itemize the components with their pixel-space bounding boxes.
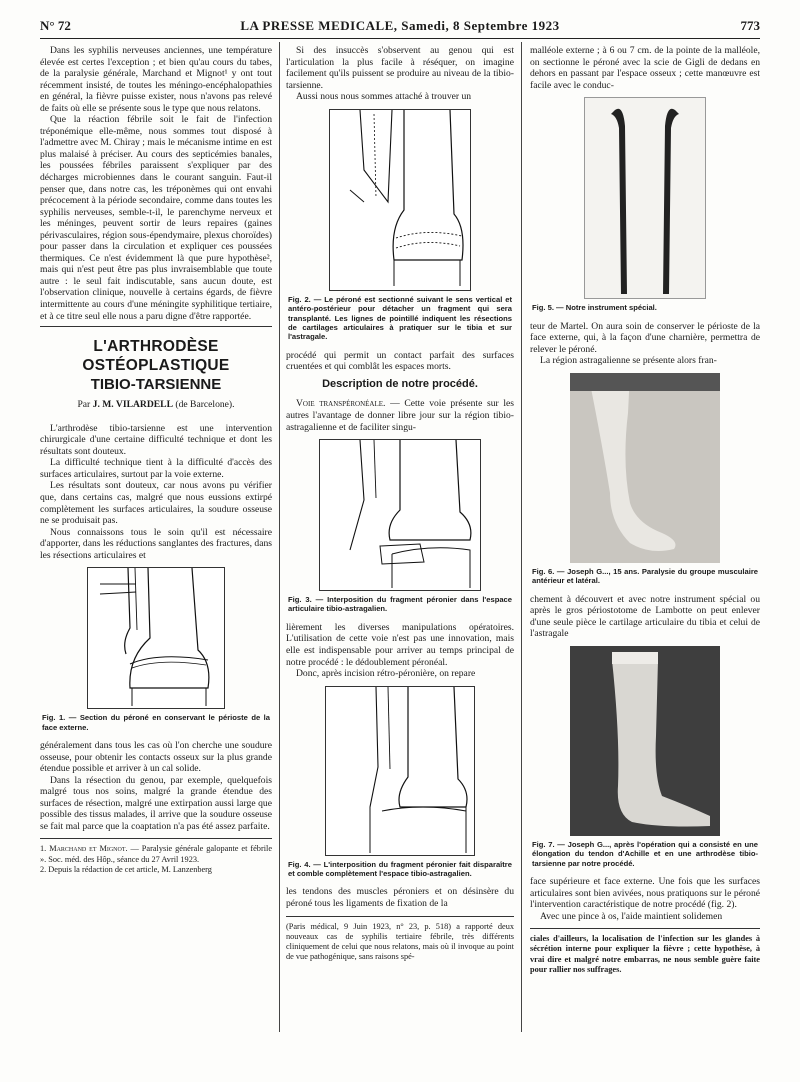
paragraph: les tendons des muscles péroniers et on désinsère du péroné tous les ligaments de fixation de la xyxy=(286,886,514,909)
article-subtitle: TIBIO-TARSIENNE xyxy=(90,376,222,394)
figure-1 xyxy=(87,567,225,709)
paragraph: Dans les syphilis nerveuses anciennes, une température élevée est certes l'exception ; et bien qu'au cours du tabes, de la paralysie générale, Marchand et Mignot¹ y ont tout récemment insisté, de toutes les méningo-encéphalopathies en général, la fièvre puisse exister, nous n'avons pas relevé de faits où elle se présente sous le type que nous relatons. xyxy=(40,45,272,114)
figure-4-drawing xyxy=(326,687,474,855)
paragraph xyxy=(286,398,514,433)
figure-5-caption: Fig. 5. — Notre instrument spécial. xyxy=(532,303,657,313)
figure-7-caption: Fig. 7. — Joseph G..., après l'opération qui a consisté en une élongation du tendon d'Achille et en une arthrodèse tibio-tarsienne par notre procédé. xyxy=(532,839,758,868)
paragraph: malléole externe ; à 6 ou 7 cm. de la pointe de la malléole, on sectionne le péroné avec la scie de Gigli de dedans en dehors en passant par l'espace osseux ; cette manœuvre est facile avec le conduc- xyxy=(530,45,760,91)
figure-3 xyxy=(319,439,481,591)
figure-7-drawing xyxy=(570,646,720,836)
footnote-continued: ciales d'ailleurs, la localisation de l'infection sur les glandes à sécrétion interne pour expliquer la fièvre ; cette hypothèse, à vrai dire et malgré notre embarras, ne nous semble guère faite pour rallier nos suffrages. xyxy=(530,934,760,974)
running-header xyxy=(40,18,760,38)
page-number-right: 773 xyxy=(740,18,760,33)
figure-2 xyxy=(329,109,471,291)
journal-title: LA PRESSE MEDICALE, Samedi, 8 Septembre 1923 xyxy=(240,18,560,33)
column-3 xyxy=(530,45,760,975)
paragraph: teur de Martel. On aura soin de conserver le périoste de la face externe, qui, à la façon d'une charnière, permettra de relever le péroné. xyxy=(530,320,760,355)
figure-4 xyxy=(325,686,475,856)
footnote-rule xyxy=(40,838,272,839)
subsection-label: Voie transpéronéale. xyxy=(296,398,386,410)
footnote-rule xyxy=(530,928,760,929)
footnote-rule xyxy=(286,916,514,917)
column-rule-1 xyxy=(279,42,280,1032)
figure-6-drawing xyxy=(570,373,720,563)
column-rule-2 xyxy=(521,42,522,1032)
paragraph: Dans la résection du genou, par exemple, quelquefois malgré tous nos soins, malgré la grande étendue des surfaces de résection, malgré une extirpation aussi large que possible des tissus malades, il arrive que la soudure osseuse se fait mal parce que la coaptation n'a pas été assez parfaite. xyxy=(40,774,272,832)
paragraph: chement à découvert et avec notre instrument spécial ou après le gros périostotome de Lambotte on peut enlever d'une seule pièce le cartilage articulaire du tibia et celui de l'astragale xyxy=(530,593,760,640)
paragraph: L'arthrodèse tibio-tarsienne est une intervention chirurgicale d'une certaine difficulté technique et dont les résultats sont douteux. xyxy=(40,422,272,457)
figure-5-instrument xyxy=(585,98,705,298)
paragraph: procédé qui permit un contact parfait des surfaces cruentées et qui comblât les espaces morts. xyxy=(286,349,514,373)
paragraph: lièrement les diverses manipulations opératoires. L'utilisation de cette voie n'est pas une innovation, mais elle est indispensable pour arriver au temps principal de notre procédé : le dédoublement péronéal. xyxy=(286,621,514,668)
footnote-1: 1. Marchand et Mignot. — Paralysie générale galopante et fébrile ». Soc. méd. des Hôp., séance du 27 Avril 1923. xyxy=(40,844,273,864)
figure-3-drawing xyxy=(320,440,480,590)
figure-1-drawing xyxy=(88,568,224,708)
paragraph: généralement dans tous les cas où l'on cherche une soudure osseuse, pour obtenir les contacts osseux sur la plus grande étendue possible et arriver à un cal solide. xyxy=(40,740,272,775)
paragraph: La difficulté technique tient à la difficulté d'accès des surfaces articulaires, surtout par la voie externe. xyxy=(40,457,272,480)
figure-2-caption: Fig. 2. — Le péroné est sectionné suivant le sens vertical et antéro-postérieur pour détacher un fragment qui sera transplanté. Les lignes de pointillé indiquent les résections de cartilages articulaires à pratiquer sur le tibia et sur l'astragale. xyxy=(288,294,512,342)
figure-6-caption: Fig. 6. — Joseph G..., 15 ans. Paralysie du groupe musculaire antérieur et latéral. xyxy=(532,566,758,586)
page-number-left: N° 72 xyxy=(40,18,71,33)
author-name: J. M. VILARDELL xyxy=(92,399,173,411)
figure-6-photo xyxy=(570,373,720,563)
paragraph-text: — Cette voie présente sur les autres l'avantage de donner libre jour sur la région tibio-astragalienne et de faciliter singu- xyxy=(286,398,514,433)
figure-5 xyxy=(584,97,706,299)
figure-1-caption: Fig. 1. — Section du péroné en conservant le périoste de la face externe. xyxy=(42,713,270,732)
column-1 xyxy=(40,45,272,875)
paragraph: Avec une pince à os, l'aide maintient solidemen xyxy=(540,910,723,922)
paragraph: Aussi nous nous sommes attaché à trouver un xyxy=(296,91,472,103)
paragraph: Les résultats sont douteux, car nous avons pu vérifier que, dans certains cas, malgré que nous eussions extirpé complètement les surfaces articulaires, la soudure osseuse ne se produisait pas. xyxy=(40,480,272,527)
figure-4-caption: Fig. 4. — L'interposition du fragment péronier fait disparaître et comble complètement l'espace tibio-astragalien. xyxy=(288,859,512,878)
figure-3-caption: Fig. 3. — Interposition du fragment péronier dans l'espace articulaire tibio-astragalien. xyxy=(288,595,512,614)
footnote-1-author: Marchand et Mignot. xyxy=(49,844,128,854)
article-separator xyxy=(40,326,272,327)
section-heading: Description de notre procédé. xyxy=(322,377,478,390)
paragraph: La région astragalienne se présente alors fran- xyxy=(540,355,717,367)
footnote-2: 2. Depuis la rédaction de cet article, M. Lanzenberg xyxy=(40,864,212,874)
footnote-continued: (Paris médical, 9 Juin 1923, n° 23, p. 518) a rapporté deux nouveaux cas de syphilis tertiaire fébrile, très différents cliniquement de celui que nous relatons, mais où il invoque au point de vue pathogénique, sans raisons spé- xyxy=(286,921,514,962)
paragraph: Si des insuccès s'observent au genou qui est l'articulation la plus facile à réséquer, on imagine facilement qu'ils puissent se produire au niveau de la tibio-tarsienne. xyxy=(286,45,514,91)
paragraph: face supérieure et face externe. Une fois que les surfaces articulaires sont bien avivées, nous pratiquons sur le péroné l'intervention caractéristique de notre procédé (fig. 2). xyxy=(530,876,760,911)
byline xyxy=(40,399,272,411)
header-rule xyxy=(40,38,760,39)
paragraph: Nous connaissons tous le soin qu'il est nécessaire d'apporter, dans les réductions sanglantes des fractures, dans les résections articulaires et xyxy=(40,526,272,561)
paragraph: Donc, après incision rétro-péronière, on repare xyxy=(296,668,476,680)
figure-2-drawing xyxy=(330,110,470,290)
figure-7-photo xyxy=(570,646,720,836)
byline-prefix: Par xyxy=(77,399,91,411)
column-2 xyxy=(286,45,514,962)
paragraph: Que la réaction fébrile soit le fait de l'infection tréponémique elle-même, nous sommes tout disposé à l'admettre avec M. Chiray ; mais le mécanisme intime en est plus malaisé à préciser. Au cours des septicémies banales, les poussées fébriles paraissent s'expliquer par des décharges microbiennes dans le courant sanguin. Faut-il penser que, dans notre cas, les tréponèmes qui ont envahi précocement à la période secondaire, comme dans toutes les syphilis nerveuses, semble-t-il, le parenchyme nerveux et les méninges, peuvent sortir de leurs repaires (gaines périvasculaires, région sous-épendymaire, plexus choroïdes) pour passer dans la circulation et expliquer ces poussées thermiques. Ce n'est évidemment là que pure hypothèse², mais qui n'est peut être pas plus invraisemblable que toute autre : le seul fait indiscutable, sans aucun doute, est l'observation clinique, nouvelle à certains égards, de fièvre intermittente au cours d'une méningite syphilitique tertiaire, et à ce titre seul elle nous a paru digne d'être rapportée. xyxy=(40,114,272,322)
footnote-1-text: — Paralysie générale galopante et fébrile ». Soc. méd. des Hôp., séance du 27 Avril 1923. xyxy=(40,844,273,864)
article-title: L'ARTHRODÈSE OSTÉOPLASTIQUE xyxy=(82,338,230,375)
author-place: (de Barcelone). xyxy=(175,399,235,411)
